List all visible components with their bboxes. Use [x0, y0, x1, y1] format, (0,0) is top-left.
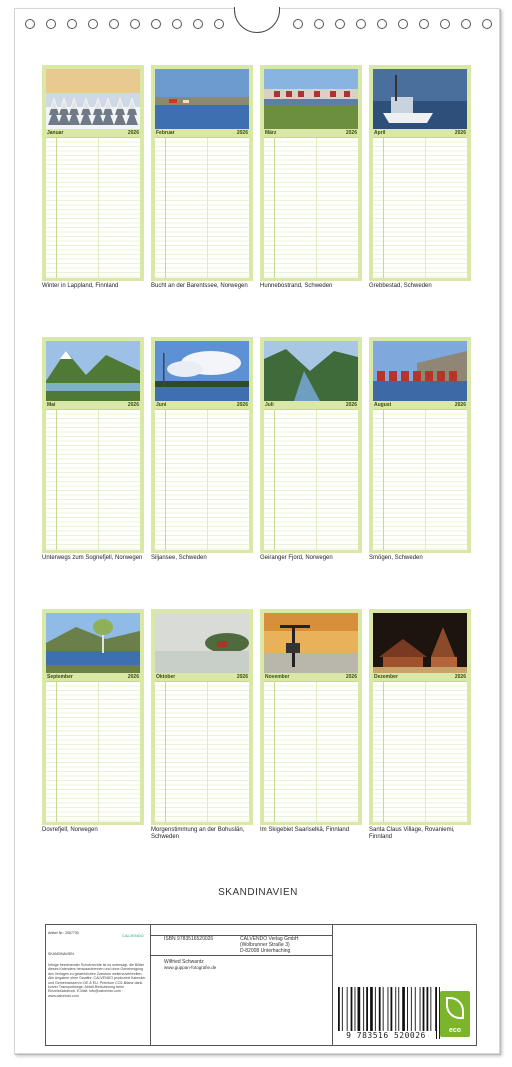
author-url: www.guppan-fotografie.de — [164, 965, 217, 970]
binding-ring — [25, 19, 35, 29]
binding-ring — [440, 19, 450, 29]
month-day-grid — [155, 409, 249, 550]
calendar-page — [14, 8, 500, 1054]
imprint-left — [46, 925, 151, 1045]
photo-caption: Morgenstimmung an der Bohuslän, Schweden — [151, 827, 245, 840]
misty-morning-photo — [155, 613, 249, 673]
month-header — [373, 130, 467, 136]
barcode-bar — [423, 987, 425, 1033]
short-title: SKANDINAVIEN — [48, 952, 74, 956]
barcode-number: 9 783516 520026 — [336, 1031, 436, 1040]
month-year: 2026 — [236, 674, 248, 680]
binding-ring — [151, 19, 161, 29]
santa-village-photo — [373, 613, 467, 673]
binding-ring — [88, 19, 98, 29]
month-header — [155, 130, 249, 136]
binding-ring — [461, 19, 471, 29]
leaf-icon — [446, 997, 464, 1019]
barcode-bar — [407, 987, 408, 1033]
month-day-grid — [373, 681, 467, 822]
binding-ring — [172, 19, 182, 29]
binding-ring — [214, 19, 224, 29]
month-year: 2026 — [345, 130, 357, 136]
month-year: 2026 — [236, 402, 248, 408]
photo-caption: Dovrefjell, Norwegen — [42, 827, 98, 833]
fjord-photo — [264, 341, 358, 401]
author: Wilfried Schwantz — [164, 959, 204, 965]
barcode-bar — [388, 987, 389, 1033]
month-9 — [42, 609, 144, 825]
eco-label: eco — [448, 1027, 462, 1034]
month-4 — [369, 65, 471, 281]
binding-ring — [293, 19, 303, 29]
month-header — [46, 402, 140, 408]
barcode-bar — [420, 987, 421, 1033]
month-12 — [369, 609, 471, 825]
month-2 — [151, 65, 253, 281]
month-header — [46, 674, 140, 680]
eco-badge — [440, 991, 470, 1037]
barcode-bar — [347, 987, 348, 1033]
harbour-boat-photo — [373, 69, 467, 129]
barcode-bar — [370, 987, 373, 1033]
month-year: 2026 — [127, 402, 139, 408]
month-year: 2026 — [236, 130, 248, 136]
binding-ring — [46, 19, 56, 29]
barcode-bar — [402, 987, 405, 1033]
month-name: September — [47, 674, 73, 680]
binding-ring — [398, 19, 408, 29]
month-name: Dezember — [374, 674, 398, 680]
month-name: März — [265, 130, 277, 136]
barcode-bar — [391, 987, 393, 1033]
month-name: Juli — [265, 402, 274, 408]
month-name: Januar — [47, 130, 64, 136]
month-header — [264, 402, 358, 408]
snowy-forest-photo — [46, 69, 140, 129]
mountain-valley-photo — [46, 341, 140, 401]
month-name: Februar — [156, 130, 175, 136]
photo-caption: Im Skigebiet Saariselkä, Finnland — [260, 827, 350, 833]
month-year: 2026 — [454, 402, 466, 408]
month-year: 2026 — [454, 130, 466, 136]
month-day-grid — [264, 409, 358, 550]
red-houses-photo — [373, 341, 467, 401]
month-header — [155, 674, 249, 680]
article-number: Artikel Nr.: 2067730 — [48, 931, 79, 935]
month-11 — [260, 609, 362, 825]
month-day-grid — [46, 137, 140, 278]
barcode-bar — [415, 987, 416, 1033]
calvendo-logo: CALVENDO — [122, 933, 144, 938]
imprint-box — [45, 924, 477, 1046]
month-header — [155, 402, 249, 408]
barcode-bar — [398, 987, 399, 1033]
photo-caption: Siljansee, Schweden — [151, 555, 207, 561]
month-header — [264, 674, 358, 680]
lake-sky-photo — [155, 341, 249, 401]
barcode-bar — [379, 987, 381, 1033]
binding-ring — [419, 19, 429, 29]
barcode-bar — [363, 987, 364, 1033]
binding-ring — [67, 19, 77, 29]
barcode-bar — [351, 987, 353, 1033]
month-year: 2026 — [127, 130, 139, 136]
photo-caption: Hunnebostrand, Schweden — [260, 283, 333, 289]
month-day-grid — [264, 681, 358, 822]
photo-caption: Smögen, Schweden — [369, 555, 423, 561]
barcode-bar — [427, 987, 429, 1033]
month-year: 2026 — [345, 402, 357, 408]
binding-ring — [130, 19, 140, 29]
month-3 — [260, 65, 362, 281]
barcode-bar — [375, 987, 376, 1033]
month-day-grid — [373, 137, 467, 278]
month-name: Mai — [47, 402, 56, 408]
binding-ring — [335, 19, 345, 29]
month-name: April — [374, 130, 386, 136]
barcode-bar — [383, 987, 384, 1033]
isbn: ISBN 9783516520026 — [164, 936, 214, 942]
month-year: 2026 — [127, 674, 139, 680]
photo-caption: Santa Claus Village, Rovaniemi, Finnland — [369, 827, 455, 840]
binding-ring — [377, 19, 387, 29]
month-day-grid — [46, 681, 140, 822]
binding-ring — [314, 19, 324, 29]
barcode-bar — [366, 987, 368, 1033]
barcode-bar — [358, 987, 361, 1033]
month-5 — [42, 337, 144, 553]
month-header — [264, 130, 358, 136]
photo-caption: Unterwegs zum Sognefjell, Norwegen — [42, 555, 143, 561]
month-name: Oktober — [156, 674, 176, 680]
month-header — [373, 402, 467, 408]
month-1 — [42, 65, 144, 281]
month-day-grid — [155, 681, 249, 822]
barcode-bar — [355, 987, 356, 1033]
photo-caption: Grebbestad, Schweden — [369, 283, 432, 289]
photo-caption: Bucht an der Barentssee, Norwegen — [151, 283, 248, 289]
publisher-line-2: (Wolbrunner Straße 3) — [240, 942, 290, 948]
month-header — [373, 674, 467, 680]
month-10 — [151, 609, 253, 825]
photo-caption: Winter in Lappland, Finnland — [42, 283, 119, 289]
barcode-bar — [395, 987, 396, 1033]
month-year: 2026 — [345, 674, 357, 680]
binding-ring — [193, 19, 203, 29]
month-8 — [369, 337, 471, 553]
publisher-line-3: D-82008 Unterhaching — [240, 948, 291, 954]
month-name: Juni — [156, 402, 167, 408]
photo-caption: Geiranger Fjord, Norwegen — [260, 555, 333, 561]
legal-blurb: Infolge bestehender Schutzrechte ist es untersagt, die Bilder dieses Kalenders herauszutrennen und ohne Genehmigung des Verlages zu gewerblichen Zwecken weiterzuverbreiten. Alle Angaben ohne Gewähr. CALVENDO produziert Kalender und Gemeinwissen in DE & EU. Premium CO2-Bilanz dank kurzer Transportwege. Abfall-Reduzierung beim Einzelstückdruck. E-Mail: info@calvendo.com · www.calvendo.com — [48, 963, 146, 998]
barcode-bar — [411, 987, 412, 1033]
month-day-grid — [46, 409, 140, 550]
binding-ring — [109, 19, 119, 29]
month-7 — [260, 337, 362, 553]
barcode-bar — [430, 987, 431, 1033]
bay-photo — [155, 69, 249, 129]
month-name: August — [374, 402, 392, 408]
calendar-title: SKANDINAVIEN — [218, 887, 298, 898]
month-day-grid — [373, 409, 467, 550]
month-6 — [151, 337, 253, 553]
month-day-grid — [155, 137, 249, 278]
mountain-lake-photo — [46, 613, 140, 673]
month-day-grid — [264, 137, 358, 278]
binding-ring — [482, 19, 492, 29]
month-name: November — [265, 674, 290, 680]
month-year: 2026 — [454, 674, 466, 680]
publisher-line-1: CALVENDO Verlag GmbH — [240, 936, 299, 942]
binding-ring — [356, 19, 366, 29]
ski-lift-photo — [264, 613, 358, 673]
coast-town-photo — [264, 69, 358, 129]
month-header — [46, 130, 140, 136]
